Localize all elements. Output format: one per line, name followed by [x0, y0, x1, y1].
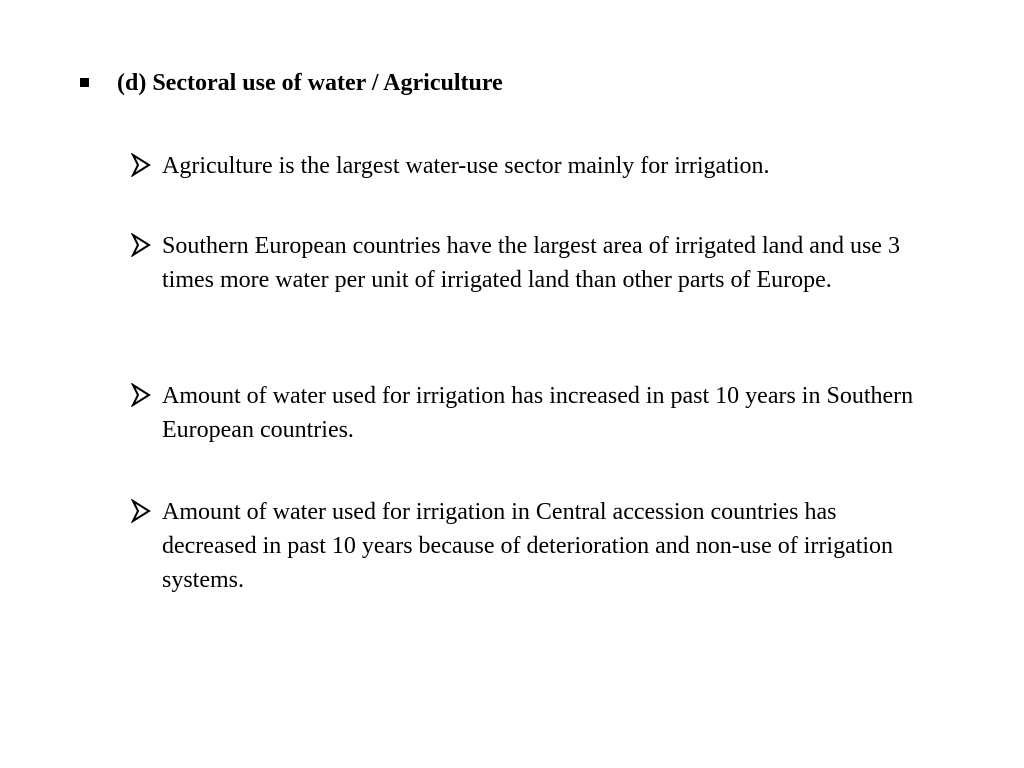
heading-text: (d) Sectoral use of water / Agriculture — [117, 70, 503, 96]
bullet-text: Southern European countries have the largest area of irrigated land and use 3 times more water per unit of irrigated land than other parts of Europe. — [162, 233, 900, 293]
bullet-text: Amount of water used for irrigation has increased in past 10 years in Southern European countries. — [162, 383, 914, 443]
arrow-bullet-icon — [131, 153, 151, 177]
bullet-text: Agriculture is the largest water-use sector mainly for irrigation. — [162, 153, 770, 179]
section-heading — [80, 68, 980, 102]
bullet-text: Amount of water used for irrigation in Central accession countries has decreased in past 10 years because of deterioration and non-use of irrigation systems. — [162, 499, 894, 593]
arrow-bullet-icon — [131, 233, 151, 257]
arrow-bullet-icon — [131, 383, 151, 407]
arrow-bullet-icon — [131, 499, 151, 523]
square-bullet-icon — [80, 78, 89, 87]
